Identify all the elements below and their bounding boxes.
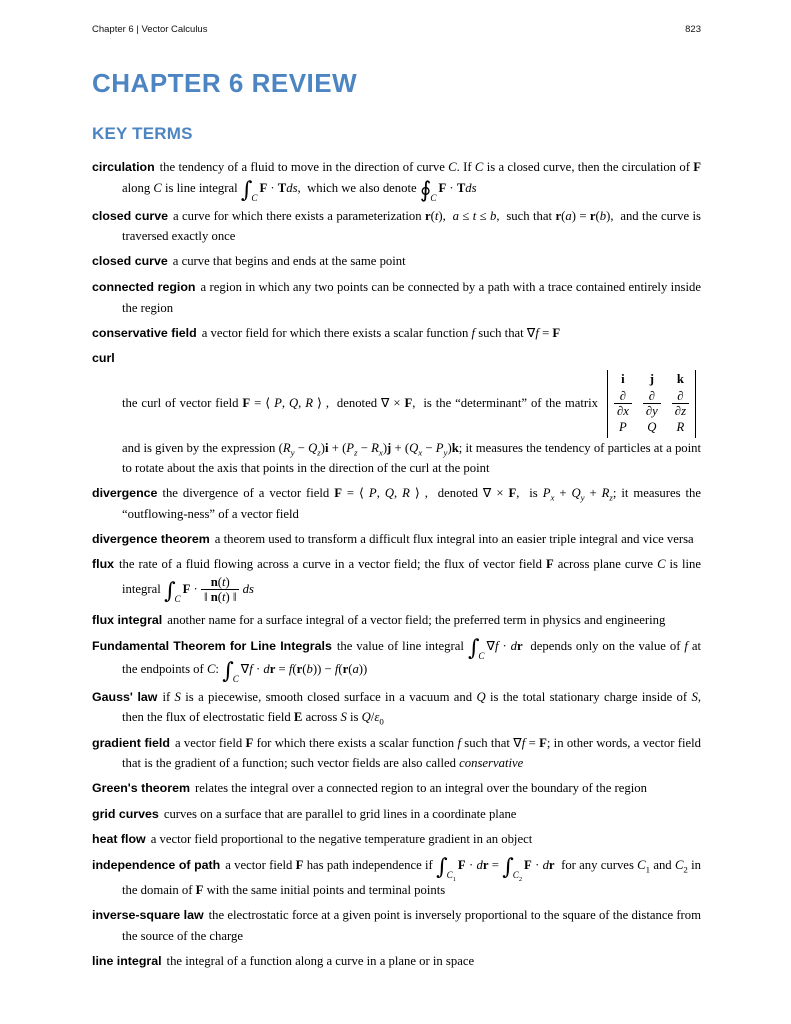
term-definition: curves on a surface that are parallel to grid lines in a coordinate plane	[163, 806, 517, 821]
glossary-entry	[92, 733, 701, 774]
term-definition: another name for a surface integral of a vector field; the preferred term in physics and engineering	[167, 613, 666, 628]
glossary-entry	[92, 251, 701, 272]
running-header	[92, 24, 701, 35]
glossary-entry	[92, 778, 701, 799]
term-label: divergence theorem	[92, 531, 210, 546]
term-definition: relates the integral over a connected region to an integral over the boundary of the region	[194, 781, 647, 796]
term-label: gradient field	[92, 735, 170, 750]
term-definition: the tendency of a fluid to move in the direction of curve C. If C is a closed curve, then the circulation of F along C is line integral $\int_CF$ · Tds, which we also denote $∮_CF$ · Tds	[122, 160, 701, 203]
glossary-entry	[92, 804, 701, 825]
glossary-entry	[92, 829, 701, 850]
section-heading-key-terms: KEY TERMS	[92, 124, 193, 143]
term-definition: the curl of vector field F = ⟨ P, Q, R ⟩ , denoted ∇ × F, is the “determinant” of the matrix i j k ∂ ∂x ∂ ∂y ∂ ∂z P Q R and is given by the expression $(R_y - Q_z)i + (P_z - R_x)j + (Q_x - P_y)k$; it measures the tendency of particles at a point to rotate about the axis that points in the direction of the curl at the point	[122, 371, 702, 475]
glossary-list	[92, 157, 701, 971]
term-label: closed curve	[92, 254, 168, 269]
term-label: conservative field	[92, 325, 197, 340]
term-label: flux integral	[92, 613, 163, 628]
term-label: divergence	[92, 486, 158, 501]
term-label: independence of path	[92, 857, 221, 872]
term-definition: a region in which any two points can be connected by a path with a trace contained entirely inside the region	[122, 279, 701, 315]
glossary-entry	[92, 636, 701, 682]
term-definition: the value of line integral $\int_C\nabla f$ · dr depends only on the value of f at the endpoints of C: $\int_C\nabla f$ · dr = f(r(b)) − f(r(a))	[122, 634, 701, 684]
term-label: heat flow	[92, 832, 146, 847]
term-definition: the rate of a fluid flowing across a curve in a vector field; the flux of vector field F across plane curve C is line integral $\int_CF$ · $\frac{n(t)}{‖ n(t) ‖}$ ds	[119, 557, 702, 605]
glossary-entry	[92, 554, 701, 605]
term-label: closed curve	[92, 208, 168, 223]
term-label: Fundamental Theorem for Line Integrals	[92, 638, 332, 653]
glossary-entry	[92, 277, 701, 318]
term-label: connected region	[92, 279, 196, 294]
term-definition: a theorem used to transform a difficult flux integral into an easier triple integral and vice versa	[214, 531, 694, 546]
glossary-entry	[92, 529, 701, 550]
term-definition: the integral of a function along a curve in a plane or in space	[166, 953, 475, 968]
term-label: Green's theorem	[92, 781, 190, 796]
term-definition: a vector field proportional to the negative temperature gradient in an object	[150, 832, 533, 847]
glossary-entry	[92, 206, 701, 247]
header-chapter-label: Chapter 6 | Vector Calculus	[92, 24, 208, 35]
term-label: line integral	[92, 953, 162, 968]
glossary-entry	[92, 348, 701, 478]
glossary-entry	[92, 687, 701, 728]
term-label: inverse-square law	[92, 907, 204, 922]
page-number: 823	[685, 24, 701, 35]
term-label: flux	[92, 557, 115, 572]
glossary-entry	[92, 323, 701, 344]
term-label: circulation	[92, 160, 155, 174]
page-title: CHAPTER 6 REVIEW	[92, 68, 358, 98]
term-label: curl	[92, 351, 115, 366]
glossary-entry	[92, 951, 701, 972]
glossary-entry	[92, 855, 701, 900]
term-label: grid curves	[92, 806, 159, 821]
term-definition: a curve that begins and ends at the same point	[172, 254, 406, 269]
glossary-entry	[92, 483, 701, 524]
glossary-entry	[92, 157, 701, 201]
term-definition: the electrostatic force at a given point is inversely proportional to the square of the distance from the source of the charge	[122, 907, 701, 943]
term-definition: if S is a piecewise, smooth closed surface in a vacuum and Q is the total stationary charge inside of S, then the flux of electrostatic field E across S is $Q/\varepsilon_0$	[122, 689, 701, 727]
term-definition: the divergence of a vector field F = ⟨ P, Q, R ⟩ , denoted ∇ × F, is $P_x + Q_y + R_z$; it measures the “outflowing-ness” of a vector field	[122, 486, 702, 521]
term-definition: a curve for which there exists a parameterization r(t), a ≤ t ≤ b, such that r(a) = r(b), and the curve is traversed exactly once	[122, 208, 701, 244]
term-label: Gauss' law	[92, 689, 158, 704]
glossary-entry	[92, 905, 701, 946]
term-definition: a vector field for which there exists a scalar function f such that ∇f = F	[201, 325, 561, 340]
term-definition: a vector field F has path independence if $\int_{C_1}F$ · dr = $\int_{C_2}F$ · dr for any curves $C_1$ and $C_2$ in the domain of F with the same initial points and terminal points	[122, 853, 701, 897]
glossary-entry	[92, 610, 701, 631]
term-definition: a vector field F for which there exists a scalar function f such that ∇f = F; in other words, a vector field that is the gradient of a function; such vector fields are also called conservative	[122, 735, 702, 771]
